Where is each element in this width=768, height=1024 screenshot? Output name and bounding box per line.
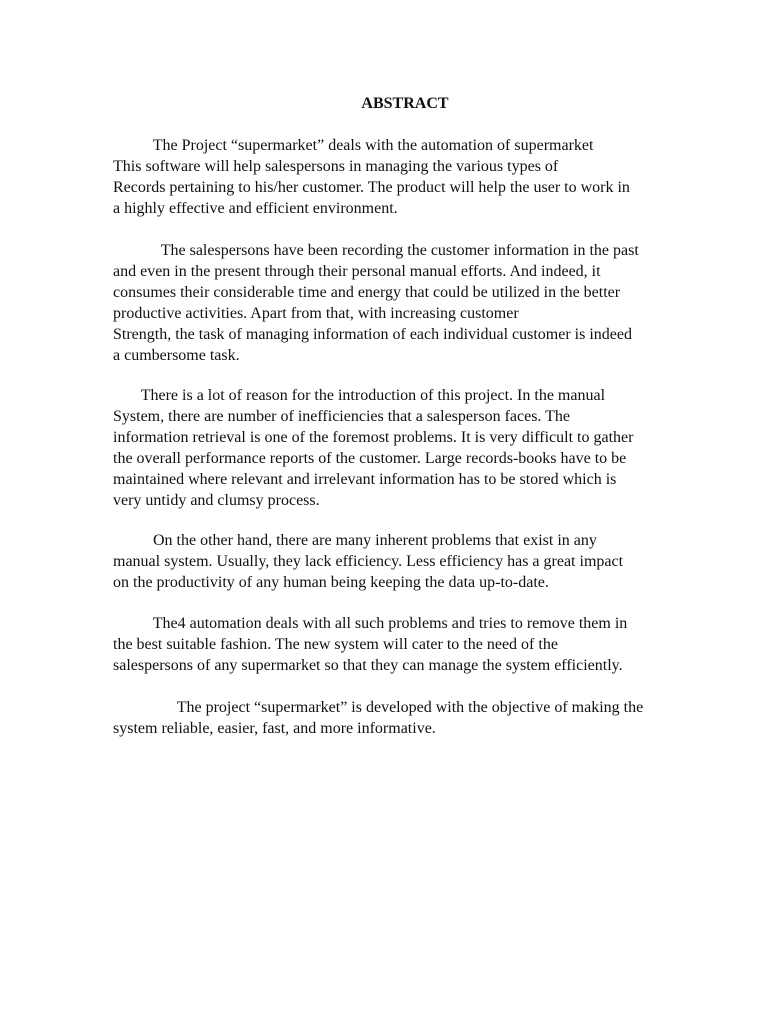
paragraph-line: a highly effective and efficient environment. — [113, 200, 398, 217]
paragraph-line: The project “supermarket” is developed with the objective of making the — [113, 699, 644, 716]
paragraph-line: information retrieval is one of the foremost problems. It is very difficult to gather — [113, 429, 634, 446]
paragraph-line: consumes their considerable time and energy that could be utilized in the better — [113, 284, 621, 301]
paragraph-line: Records pertaining to his/her customer. The product will help the user to work in — [113, 179, 630, 196]
paragraph-line: on the productivity of any human being keeping the data up-to-date. — [113, 574, 549, 591]
paragraph-1 — [113, 135, 713, 219]
paragraph-2 — [113, 240, 713, 366]
document-title: ABSTRACT — [361, 95, 449, 112]
paragraph-5 — [113, 613, 713, 676]
paragraph-line: The salespersons have been recording the customer information in the past — [113, 242, 639, 259]
paragraph-3 — [113, 385, 713, 511]
paragraph-line: This software will help salespersons in managing the various types of — [113, 158, 559, 175]
paragraph-line: Strength, the task of managing information of each individual customer is indeed — [113, 326, 632, 343]
paragraph-line: the overall performance reports of the customer. Large records-books have to be — [113, 450, 627, 467]
paragraph-line: System, there are number of inefficiencies that a salesperson faces. The — [113, 408, 571, 425]
paragraph-4 — [113, 530, 713, 593]
paragraph-line: maintained where relevant and irrelevant information has to be stored which is — [113, 471, 617, 488]
paragraph-line: The Project “supermarket” deals with the automation of supermarket — [113, 137, 594, 154]
paragraph-line: productive activities. Apart from that, with increasing customer — [113, 305, 519, 322]
paragraph-line: the best suitable fashion. The new system will cater to the need of the — [113, 636, 558, 653]
paragraph-line: manual system. Usually, they lack efficiency. Less efficiency has a great impact — [113, 553, 624, 570]
paragraph-line: and even in the present through their personal manual efforts. And indeed, it — [113, 263, 601, 280]
paragraph-line: system reliable, easier, fast, and more informative. — [113, 720, 436, 737]
paragraph-line: very untidy and clumsy process. — [113, 492, 320, 509]
paragraph-6 — [113, 697, 713, 739]
paragraph-line: a cumbersome task. — [113, 347, 240, 364]
paragraph-line: salespersons of any supermarket so that they can manage the system efficiently. — [113, 657, 623, 674]
paragraph-line: There is a lot of reason for the introduction of this project. In the manual — [113, 387, 606, 404]
paragraph-line: The4 automation deals with all such problems and tries to remove them in — [113, 615, 628, 632]
paragraph-line: On the other hand, there are many inherent problems that exist in any — [113, 532, 597, 549]
